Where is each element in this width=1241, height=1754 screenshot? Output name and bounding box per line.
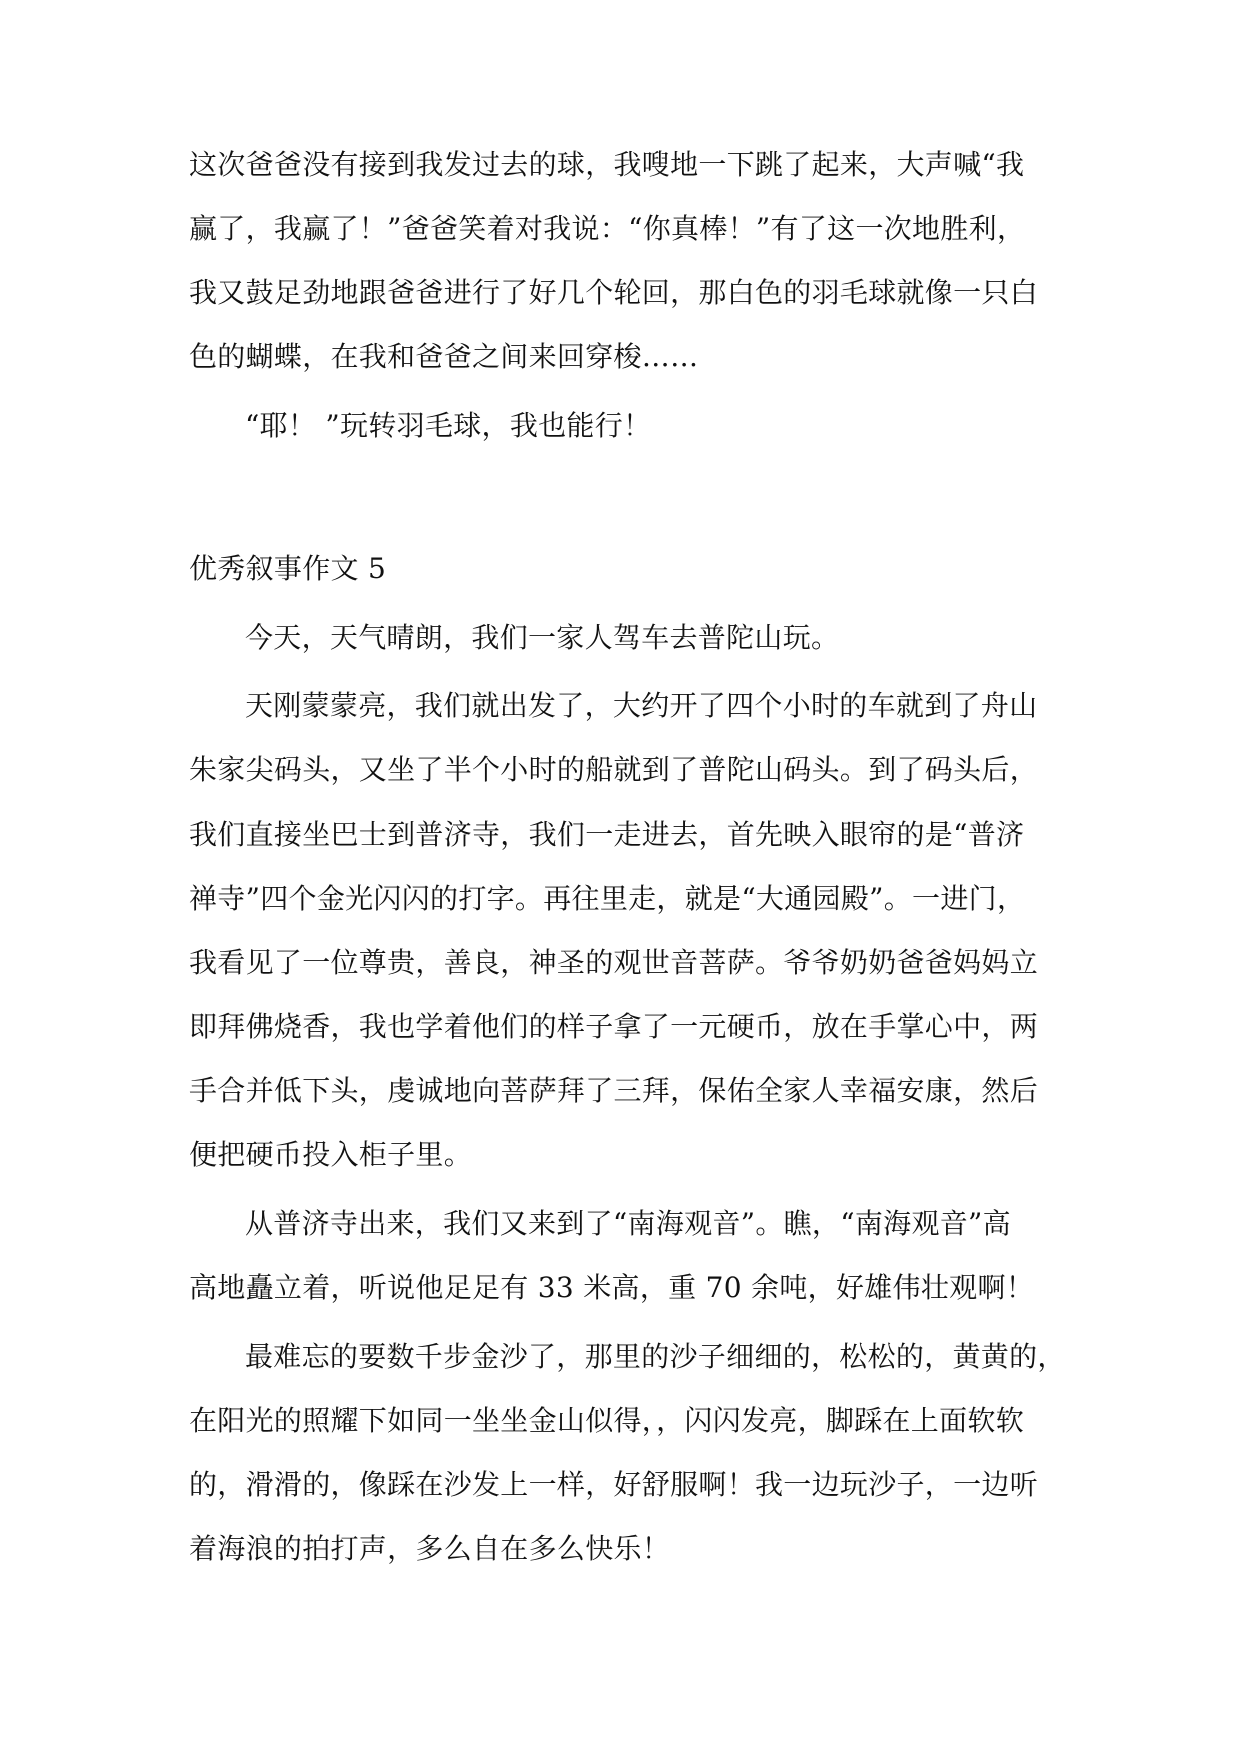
text-line: 便把硬币投入柜子里。 xyxy=(189,1138,473,1171)
text-line: 即拜佛烧香，我也学着他们的样子拿了一元硬币，放在手掌心中，两 xyxy=(189,1010,1039,1043)
text-line: 我们直接坐巴士到普济寺，我们一走进去，首先映入眼帘的是“普济 xyxy=(189,818,1025,851)
text-line: 在阳光的照耀下如同一坐坐金山似得，，闪闪发亮，脚踩在上面软软 xyxy=(189,1404,1025,1437)
text-line: 高地矗立着，听说他足足有 33 米高，重 70 余吨，好雄伟壮观啊！ xyxy=(189,1271,1035,1304)
text-line: 天刚蒙蒙亮，我们就出发了，大约开了四个小时的车就到了舟山 xyxy=(245,689,1038,722)
text-line: 色的蝴蝶，在我和爸爸之间来回穿梭…… xyxy=(189,340,699,373)
text-line: 禅寺”四个金光闪闪的打字。再往里走，就是“大通园殿”。一进门， xyxy=(189,882,1026,915)
text-line: 我又鼓足劲地跟爸爸进行了好几个轮回，那白色的羽毛球就像一只白 xyxy=(189,276,1039,309)
text-line: 的，滑滑的，像踩在沙发上一样，好舒服啊！我一边玩沙子，一边听 xyxy=(189,1468,1039,1501)
text-line: 朱家尖码头，又坐了半个小时的船就到了普陀山码头。到了码头后， xyxy=(189,753,1039,786)
text-line: 从普济寺出来，我们又来到了“南海观音”。瞧，“南海观音”高 xyxy=(245,1207,1011,1240)
text-line: 着海浪的拍打声，多么自在多么快乐！ xyxy=(189,1532,671,1565)
text-line: “耶！ ”玩转羽毛球，我也能行！ xyxy=(245,409,652,442)
section-title: 优秀叙事作文 5 xyxy=(189,552,387,585)
text-line: 我看见了一位尊贵，善良，神圣的观世音菩萨。爷爷奶奶爸爸妈妈立 xyxy=(189,946,1039,979)
text-line: 这次爸爸没有接到我发过去的球，我嗖地一下跳了起来，大声喊“我 xyxy=(189,148,1025,181)
text-line: 最难忘的要数千步金沙了，那里的沙子细细的，松松的，黄黄的， xyxy=(245,1340,1066,1373)
text-line: 赢了，我赢了！”爸爸笑着对我说：“你真棒！”有了这一次地胜利， xyxy=(189,212,1026,245)
text-line: 手合并低下头，虔诚地向菩萨拜了三拜，保佑全家人幸福安康，然后 xyxy=(189,1074,1039,1107)
text-line: 今天，天气晴朗，我们一家人驾车去普陀山玩。 xyxy=(245,621,840,654)
